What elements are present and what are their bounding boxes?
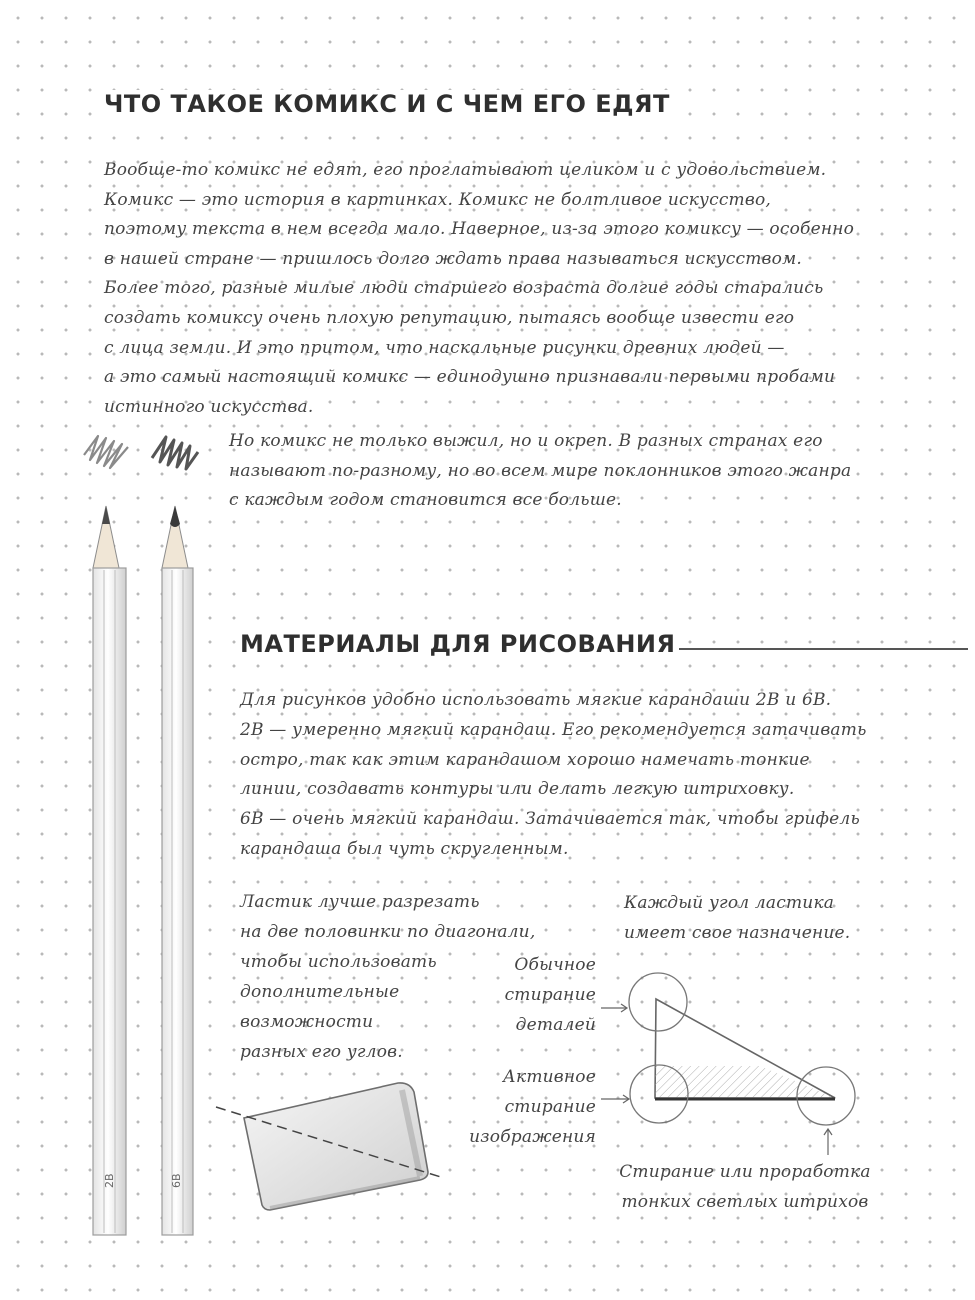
scribble-2b-icon [84, 436, 128, 468]
text-line: 2B — умеренно мягкий карандаш. Его рекомендуется затачивать [240, 719, 867, 740]
arrow-right-icon [601, 1095, 629, 1103]
text-line: с каждым годом становится все больше. [229, 490, 622, 510]
text-line: стирание [504, 985, 596, 1005]
text-line: Но комикс не только выжил, но и окреп. В разных странах его [229, 431, 823, 451]
scribble-6b-icon [152, 437, 198, 469]
section-title-comics: ЧТО ТАКОЕ КОМИКС И С ЧЕМ ЕГО ЕДЯТ [100, 90, 674, 118]
text-line: тонких светлых штрихов [621, 1192, 869, 1212]
text-line: в нашей стране — пришлось долго ждать права называться искусством. [104, 248, 802, 269]
pencil-2b-label: 2B [103, 1173, 116, 1188]
text-line: с лица земли. И это притом, что наскальные рисунки древних людей — [104, 337, 785, 358]
text-line: Активное [502, 1067, 596, 1087]
text-line: стирание [504, 1097, 596, 1117]
arrow-up-icon [824, 1129, 832, 1155]
text-line: имеет свое назначение. [624, 923, 851, 943]
text-line: называют по-разному, но во всем мире поклонников этого жанра [229, 460, 852, 481]
text-line: создать комиксу очень плохую репутацию, пытаясь вообще извести его [104, 307, 795, 328]
arrow-right-icon [601, 1004, 627, 1012]
text-line: деталей [515, 1015, 596, 1035]
text-line: чтобы использовать [240, 952, 437, 972]
text-line: Комикс — это история в картинках. Комикс не болтливое искусство, [104, 189, 772, 210]
text-line: Обычное [514, 955, 596, 975]
text-line: остро, так как этим карандашом хорошо намечать тонкие [240, 749, 810, 770]
text-line: истинного искусства. [104, 396, 314, 417]
section-title-materials: МАТЕРИАЛЫ ДЛЯ РИСОВАНИЯ [236, 630, 679, 658]
eraser-block [216, 1083, 444, 1210]
text-line: линии, создавать контуры или делать легкую штриховку. [240, 779, 795, 800]
pencil-6b-label: 6B [170, 1173, 183, 1188]
text-line: а это самый настоящий комикс — единодушно признавали первыми пробами [104, 367, 836, 388]
text-line: Ластик лучше разрезать [240, 892, 480, 912]
text-line: поэтому текста в нем всегда мало. Наверное, из-за этого комиксу — особенно [104, 219, 855, 240]
text-line: карандаша был чуть скругленным. [240, 838, 569, 859]
text-line: разных его углов. [240, 1042, 403, 1062]
text-line: дополнительные [240, 982, 400, 1002]
text-line: изображения [469, 1127, 596, 1147]
pencil-2b [93, 506, 126, 1235]
pencil-6b [162, 506, 193, 1235]
eraser-corners-diagram [601, 973, 855, 1155]
text-line: Стирание или проработка [619, 1162, 871, 1182]
text-line: Для рисунков удобно использовать мягкие карандаши 2B и 6B. [240, 690, 832, 710]
text-line: 6B — очень мягкий карандаш. Затачивается так, чтобы грифель [240, 809, 860, 830]
text-line: Более того, разные милые люди старшего возраста долгие годы старались [104, 278, 824, 299]
text-line: возможности [240, 1012, 374, 1032]
text-line: Вообще-то комикс не едят, его проглатывают целиком и с удовольствием. [104, 160, 827, 180]
text-line: Каждый угол ластика [624, 893, 835, 913]
text-line: на две половинки по диагонали, [240, 922, 536, 942]
